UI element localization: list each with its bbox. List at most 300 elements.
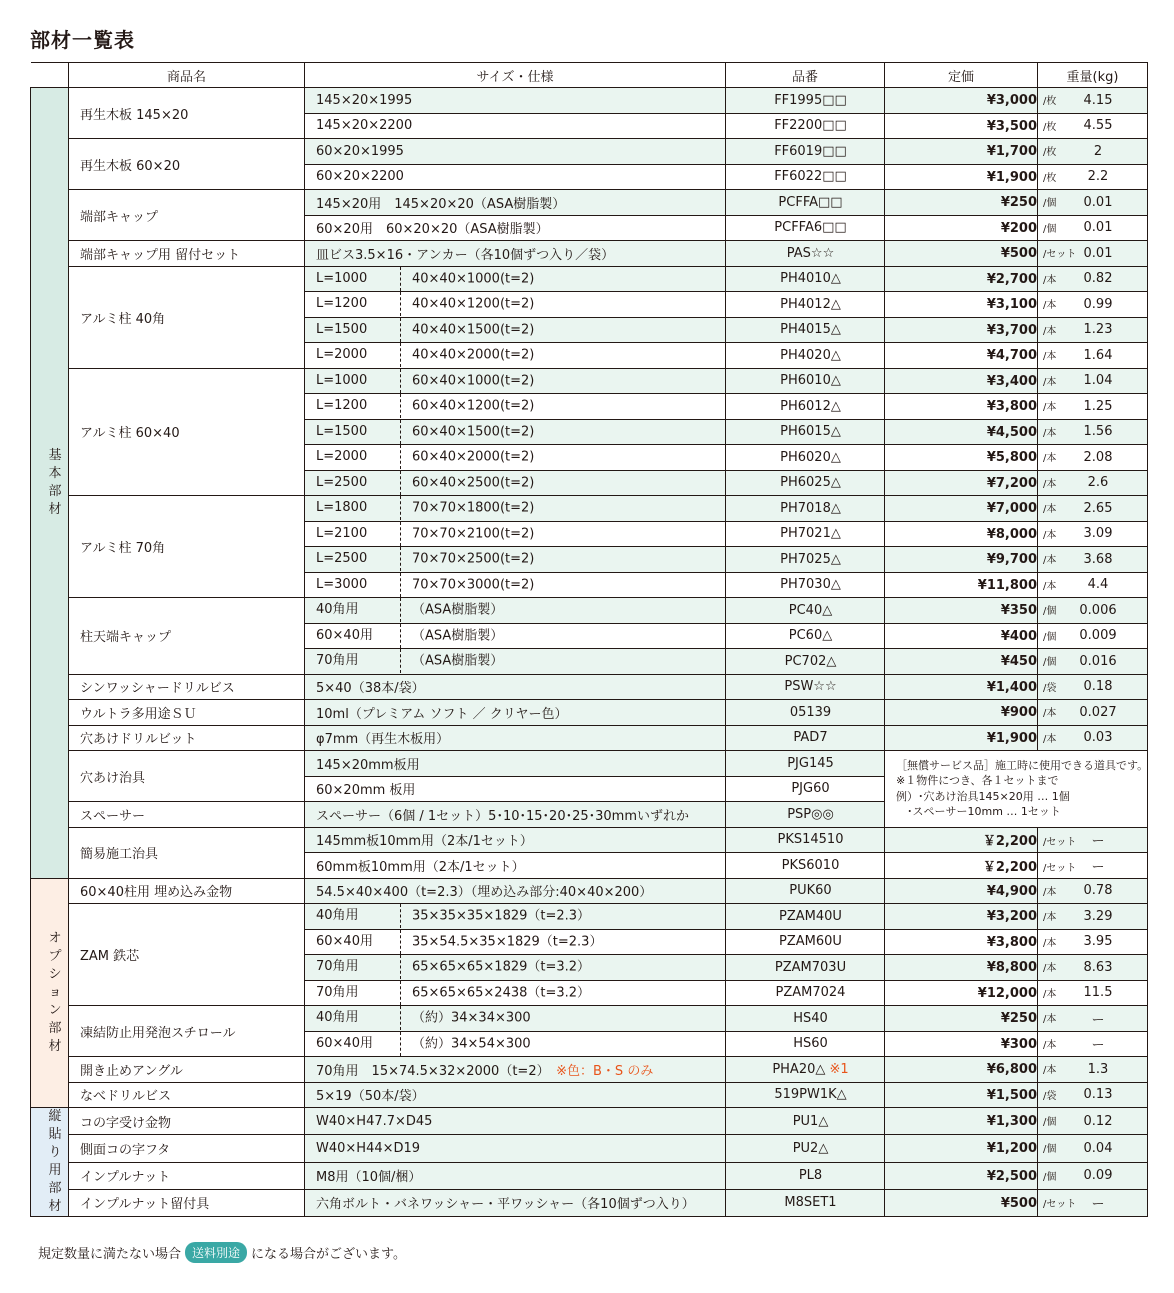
part-number: PH7025△ <box>780 551 841 567</box>
weight-cell: 4.55 <box>1038 113 1148 139</box>
product-name: 60×40柱用 埋め込み金物 <box>69 878 305 904</box>
part-number: PH4020△ <box>780 347 841 363</box>
price-cell <box>885 827 1077 853</box>
price: ¥1,400 <box>986 679 1037 695</box>
table-row <box>31 139 1148 165</box>
part-number-cell <box>726 725 885 751</box>
spec-length: L=1500 <box>316 420 401 444</box>
part-number: PSW☆☆ <box>784 679 837 695</box>
spec-text: （ASA樹脂製） <box>412 653 504 669</box>
price-unit: /個 <box>1043 606 1057 618</box>
price-unit: /個 <box>1043 198 1057 210</box>
weight-cell: 4.15 <box>1038 88 1148 114</box>
spec-cell <box>305 1082 726 1108</box>
price: ¥350 <box>1000 603 1037 619</box>
spec-text: 60mm板10mm用（2本/1セット） <box>316 859 525 875</box>
part-number-cell <box>726 827 885 853</box>
price: ¥12,000 <box>977 985 1037 1001</box>
table-row <box>31 1006 1148 1032</box>
part-number: PJG145 <box>787 755 834 771</box>
price-cell <box>885 445 1057 471</box>
spec-text: 65×65×65×2438（t=3.2） <box>412 985 591 1001</box>
spec-cell <box>305 929 726 955</box>
spec-cell <box>305 88 726 114</box>
table-row <box>31 751 1148 777</box>
service-note-line: ･スペーサー10mm … 1セット <box>896 805 1061 819</box>
price: ¥500 <box>1000 1195 1037 1211</box>
weight-cell: 0.12 <box>1038 1108 1148 1135</box>
weight-cell: 0.03 <box>1038 725 1148 751</box>
table-row <box>31 725 1148 751</box>
price-cell <box>885 470 1057 496</box>
spec-text: 5×19（50本/袋） <box>316 1089 425 1105</box>
product-name: 凍結防止用発泡スチロール <box>69 1006 305 1057</box>
footer-note <box>38 1242 406 1263</box>
price-cell <box>885 190 1057 216</box>
header-part-number: 品番 <box>726 63 885 88</box>
price-unit: /本 <box>1043 376 1057 388</box>
spec-cell <box>305 649 726 675</box>
price-cell <box>885 317 1057 343</box>
price-cell <box>885 980 1057 1006</box>
price-cell <box>885 368 1057 394</box>
table-header-row <box>31 63 1148 88</box>
part-number: PU1△ <box>792 1113 829 1129</box>
spec-length: L=1500 <box>316 318 401 342</box>
part-number: PZAM40U <box>779 908 842 924</box>
price: ¥4,500 <box>986 424 1037 440</box>
spec-text: 70×70×1800(t=2) <box>412 500 535 516</box>
part-number-cell <box>726 139 885 165</box>
price-unit: /個 <box>1043 657 1057 669</box>
price-unit: /本 <box>1043 708 1057 720</box>
weight-cell: 2.65 <box>1038 496 1148 522</box>
price-cell <box>885 343 1057 369</box>
spec-length: L=3000 <box>316 573 401 597</box>
part-number-cell <box>726 751 885 777</box>
part-number-cell <box>726 547 885 573</box>
spec-cell <box>305 343 726 369</box>
price-unit: /本 <box>1043 402 1057 414</box>
part-number-cell <box>726 445 885 471</box>
spec-text: （約）34×54×300 <box>412 1036 531 1052</box>
price: ¥1,500 <box>986 1087 1037 1103</box>
part-number-cell <box>726 649 885 675</box>
weight-cell: 0.04 <box>1038 1135 1148 1162</box>
spec-cell <box>305 751 726 777</box>
price-cell <box>885 1006 1057 1032</box>
table-row <box>31 496 1148 522</box>
part-number-cell <box>726 88 885 114</box>
price-cell <box>885 1108 1057 1135</box>
price-unit: /袋 <box>1043 1090 1057 1102</box>
table-row <box>31 674 1148 700</box>
product-name: なべドリルビス <box>69 1082 305 1108</box>
price-unit: /本 <box>1043 733 1057 745</box>
table-row <box>31 368 1148 394</box>
weight-cell: 2.08 <box>1038 445 1148 471</box>
part-number: PSP◎◎ <box>787 806 834 822</box>
weight-cell: 0.78 <box>1038 878 1148 904</box>
spec-text: M8用（10個/梱） <box>316 1170 422 1186</box>
price-unit: /枚 <box>1043 121 1057 133</box>
part-number: FF2200□□ <box>774 118 847 134</box>
spec-cell <box>305 394 726 420</box>
price-cell <box>885 955 1057 981</box>
spec-cell <box>305 113 726 139</box>
part-number: PC702△ <box>784 653 837 669</box>
price: ￥2,200 <box>982 859 1037 875</box>
weight-cell: 3.95 <box>1038 929 1148 955</box>
price: ¥300 <box>1000 1036 1037 1052</box>
price: ¥8,000 <box>986 526 1037 542</box>
part-number: PKS6010 <box>781 857 840 873</box>
product-name: 再生木板 145×20 <box>69 88 305 139</box>
spec-text: 60×40×2500(t=2) <box>412 475 535 491</box>
part-number-cell <box>726 674 885 700</box>
price: ¥1,200 <box>986 1141 1037 1157</box>
spec-length: L=1200 <box>316 394 401 418</box>
spec-cell <box>305 598 726 624</box>
part-number-cell <box>726 164 885 190</box>
spec-text: 65×65×65×1829（t=3.2） <box>412 959 591 975</box>
weight-cell: 3.68 <box>1038 547 1148 573</box>
spec-text: φ7mm（再生木板用） <box>316 732 450 748</box>
product-name: 側面コの字フタ <box>69 1135 305 1162</box>
spec-cell <box>305 266 726 292</box>
part-number-cell <box>726 1082 885 1108</box>
price-cell <box>885 598 1057 624</box>
part-number: PH6020△ <box>780 449 841 465</box>
part-number: PL8 <box>798 1168 823 1184</box>
product-name: ZAM 鉄芯 <box>69 904 305 1006</box>
price: ¥200 <box>1000 220 1037 236</box>
price: ¥250 <box>1000 195 1037 211</box>
part-number-cell <box>726 598 885 624</box>
part-number-cell <box>726 929 885 955</box>
weight-cell: 1.23 <box>1038 317 1148 343</box>
price-cell <box>885 419 1057 445</box>
spec-length: L=2100 <box>316 522 401 546</box>
part-number: HS40 <box>793 1010 828 1026</box>
weight-cell: ー <box>1038 853 1148 879</box>
spec-cell <box>305 215 726 241</box>
product-name: 簡易施工治具 <box>69 827 305 878</box>
part-number: PCFFA6□□ <box>774 220 847 236</box>
price-cell <box>885 1189 1077 1216</box>
spec-cell <box>305 572 726 598</box>
part-number: PH6012△ <box>780 398 841 414</box>
weight-cell: 0.009 <box>1038 623 1148 649</box>
part-number-cell <box>726 292 885 318</box>
part-number-cell <box>726 572 885 598</box>
product-name: 穴あけ治具 <box>69 751 305 802</box>
part-number-cell <box>726 190 885 216</box>
part-number-cell <box>726 470 885 496</box>
weight-cell: 0.01 <box>1038 190 1148 216</box>
spec-length: L=2000 <box>316 445 401 469</box>
spec-text: 60×40×1000(t=2) <box>412 373 535 389</box>
spec-cell <box>305 623 726 649</box>
category-label-option: オプション部材 <box>31 878 69 1108</box>
part-number-cell <box>726 394 885 420</box>
spec-length: L=2000 <box>316 343 401 367</box>
spec-cell <box>305 445 726 471</box>
price: ¥3,100 <box>986 297 1037 313</box>
weight-cell: 0.13 <box>1038 1082 1148 1108</box>
spec-text: （ASA樹脂製） <box>412 602 504 618</box>
spec-text: 35×35×35×1829（t=2.3） <box>412 908 591 924</box>
price-unit: /セット <box>1043 249 1077 261</box>
price-unit: /本 <box>1043 555 1057 567</box>
spec-length: 40角用 <box>316 1006 401 1030</box>
part-number: PH6015△ <box>780 424 841 440</box>
price-unit: /本 <box>1043 453 1057 465</box>
table-row <box>31 1135 1148 1162</box>
footer-text-before: 規定数量に満たない場合 <box>38 1247 182 1262</box>
table-row <box>31 878 1148 904</box>
part-number-cell <box>726 113 885 139</box>
table-row <box>31 88 1148 114</box>
price: ¥3,800 <box>986 934 1037 950</box>
spec-cell <box>305 955 726 981</box>
price-cell <box>885 700 1057 726</box>
spec-text: 60×20×2200 <box>316 169 404 185</box>
part-number-cell <box>726 1031 885 1057</box>
price: ¥3,500 <box>986 118 1037 134</box>
spec-cell <box>305 419 726 445</box>
spec-text: 60×40×1500(t=2) <box>412 424 535 440</box>
price-cell <box>885 215 1057 241</box>
spec-cell <box>305 1189 726 1216</box>
part-number-cell <box>726 419 885 445</box>
product-name: 端部キャップ <box>69 190 305 241</box>
service-note-line: ［無償サービス品］施工時に使用できる道具です。 <box>896 758 1149 772</box>
weight-cell: 1.56 <box>1038 419 1148 445</box>
price-cell <box>885 521 1057 547</box>
price-unit: /本 <box>1043 1014 1057 1026</box>
part-number: 05139 <box>789 704 832 720</box>
category-label-vertical: 縦貼り用部材 <box>31 1108 69 1217</box>
spec-length: 70角用 <box>316 649 401 673</box>
spec-length: 40角用 <box>316 598 401 622</box>
spec-text: 60×40×1200(t=2) <box>412 398 535 414</box>
part-number-cell <box>726 368 885 394</box>
spec-length: L=1800 <box>316 496 401 520</box>
price-cell <box>885 88 1057 114</box>
price-cell <box>885 113 1057 139</box>
weight-cell: 0.82 <box>1038 266 1148 292</box>
weight-cell: 0.18 <box>1038 674 1148 700</box>
price: ¥1,700 <box>986 144 1037 160</box>
weight-cell: 3.29 <box>1038 904 1148 930</box>
product-name: 柱天端キャップ <box>69 598 305 675</box>
table-row <box>31 700 1148 726</box>
weight-cell: ー <box>1038 1189 1148 1216</box>
header-product-name: 商品名 <box>69 63 305 88</box>
spec-cell <box>305 547 726 573</box>
spec-cell <box>305 317 726 343</box>
product-name: 穴あけドリルビット <box>69 725 305 751</box>
part-number-cell <box>726 496 885 522</box>
spec-cell <box>305 139 726 165</box>
price-unit: /枚 <box>1043 147 1057 159</box>
part-number: PH7030△ <box>780 577 841 593</box>
part-number: 519PW1K△ <box>774 1087 847 1103</box>
spec-text: W40×H47.7×D45 <box>316 1113 433 1129</box>
spec-length: L=2500 <box>316 547 401 571</box>
part-number-cell <box>726 776 885 802</box>
part-number: PH4010△ <box>780 271 841 287</box>
part-number: PC40△ <box>788 602 833 618</box>
service-note <box>885 751 1148 828</box>
spec-text: 六角ボルト・バネワッシャー・平ワッシャー（各10個ずつ入り） <box>316 1197 695 1213</box>
spec-cell <box>305 292 726 318</box>
price-unit: /セット <box>1043 862 1077 874</box>
part-number: PH4012△ <box>780 296 841 312</box>
part-number: PU2△ <box>792 1140 829 1156</box>
spec-text: 145mm板10mm用（2本/1セット） <box>316 834 533 850</box>
spec-cell <box>305 1135 726 1162</box>
service-note-line: 例）･穴あけ治具145×20用 … 1個 <box>896 789 1070 803</box>
spec-cell <box>305 827 726 853</box>
price: ¥4,700 <box>986 348 1037 364</box>
price-cell <box>885 266 1057 292</box>
spec-length: L=1000 <box>316 267 401 291</box>
product-name: ウルトラ多用途ＳＵ <box>69 700 305 726</box>
price-unit: /セット <box>1043 1198 1077 1210</box>
shipping-badge: 送料別途 <box>185 1242 247 1263</box>
spec-cell <box>305 1006 726 1032</box>
weight-cell: ー <box>1038 1031 1148 1057</box>
table-row <box>31 1162 1148 1189</box>
spec-cell <box>305 1031 726 1057</box>
product-name: アルミ柱 60×40 <box>69 368 305 496</box>
table-row <box>31 190 1148 216</box>
part-number: PH7021△ <box>780 526 841 542</box>
part-number: PAD7 <box>793 730 828 746</box>
part-number: PHA20△ <box>772 1061 826 1077</box>
product-name: コの字受け金物 <box>69 1108 305 1135</box>
price-cell <box>885 649 1057 675</box>
product-name: シンワッシャードリルビス <box>69 674 305 700</box>
spec-cell <box>305 1057 726 1083</box>
part-number-cell <box>726 241 885 267</box>
spec-cell <box>305 776 726 802</box>
price-cell <box>885 1162 1057 1189</box>
table-row <box>31 827 1148 853</box>
table-row <box>31 1189 1148 1216</box>
part-number-cell <box>726 802 885 828</box>
price-cell <box>885 623 1057 649</box>
part-number: M8SET1 <box>784 1195 837 1211</box>
spec-text: 70角用 15×74.5×32×2000（t=2） <box>316 1063 544 1079</box>
spec-length: 70角用 <box>316 955 401 979</box>
part-number-cell <box>726 623 885 649</box>
table-body <box>31 88 1148 1217</box>
price-unit: /本 <box>1043 325 1057 337</box>
price-cell <box>885 139 1057 165</box>
header-weight: 重量(kg) <box>1038 63 1148 88</box>
price-unit: /個 <box>1043 1144 1057 1156</box>
color-note: ※色：B・S のみ <box>556 1063 654 1079</box>
price-cell <box>885 674 1057 700</box>
price: ¥450 <box>1000 654 1037 670</box>
price: ¥3,800 <box>986 399 1037 415</box>
weight-cell: 0.01 <box>1038 215 1148 241</box>
table-row <box>31 904 1148 930</box>
weight-cell: 0.99 <box>1038 292 1148 318</box>
part-number: PH4015△ <box>780 322 841 338</box>
price-unit: /本 <box>1043 427 1057 439</box>
price-cell <box>885 547 1057 573</box>
spec-text: （ASA樹脂製） <box>412 628 504 644</box>
spec-length: 60×40用 <box>316 930 401 954</box>
spec-text: 皿ビス3.5×16・アンカー（各10個ずつ入り／袋） <box>316 247 615 263</box>
price-unit: /個 <box>1043 1117 1057 1129</box>
spec-cell <box>305 190 726 216</box>
spec-text: 70×70×2100(t=2) <box>412 526 535 542</box>
price-unit: /本 <box>1043 274 1057 286</box>
price-cell <box>885 1082 1057 1108</box>
spec-text: 40×40×1500(t=2) <box>412 322 535 338</box>
header-price: 定価 <box>885 63 1038 88</box>
spec-cell <box>305 878 726 904</box>
price-unit: /本 <box>1043 912 1057 924</box>
spec-length: L=1200 <box>316 292 401 316</box>
footer-text-after: になる場合がございます。 <box>251 1247 406 1262</box>
part-number: PH6010△ <box>780 373 841 389</box>
part-note: ※1 <box>829 1061 849 1077</box>
part-number: PUK60 <box>789 883 832 899</box>
price-unit: /個 <box>1043 631 1057 643</box>
spec-length: 60×40用 <box>316 1032 401 1056</box>
weight-cell: 2.6 <box>1038 470 1148 496</box>
price-unit: /本 <box>1043 529 1057 541</box>
price-cell <box>885 1135 1057 1162</box>
spec-cell <box>305 904 726 930</box>
table-row <box>31 266 1148 292</box>
product-name: アルミ柱 40角 <box>69 266 305 368</box>
page-title: 部材一覧表 <box>30 28 135 52</box>
table-row <box>31 241 1148 267</box>
spec-text: 70×70×2500(t=2) <box>412 551 535 567</box>
price: ¥250 <box>1000 1011 1037 1027</box>
part-number: PAS☆☆ <box>786 245 835 261</box>
spec-cell <box>305 700 726 726</box>
part-number-cell <box>726 1162 885 1189</box>
spec-cell <box>305 496 726 522</box>
price-unit: /本 <box>1043 478 1057 490</box>
spec-cell <box>305 470 726 496</box>
part-number: PH6025△ <box>780 475 841 491</box>
part-number: PKS14510 <box>777 832 844 848</box>
part-number: PCFFA□□ <box>778 194 843 210</box>
price-cell <box>885 929 1057 955</box>
price-unit: /本 <box>1043 351 1057 363</box>
spec-cell <box>305 241 726 267</box>
spec-cell <box>305 368 726 394</box>
spec-text: 10ml（プレミアム ソフト ／ クリヤー色） <box>316 706 568 722</box>
weight-cell: 0.027 <box>1038 700 1148 726</box>
spec-text: 60×20×1995 <box>316 143 404 159</box>
price-unit: /袋 <box>1043 682 1057 694</box>
price-unit: /枚 <box>1043 96 1057 108</box>
part-number-cell <box>726 878 885 904</box>
table-row <box>31 598 1148 624</box>
table-row <box>31 1057 1148 1083</box>
product-name: スペーサー <box>69 802 305 828</box>
